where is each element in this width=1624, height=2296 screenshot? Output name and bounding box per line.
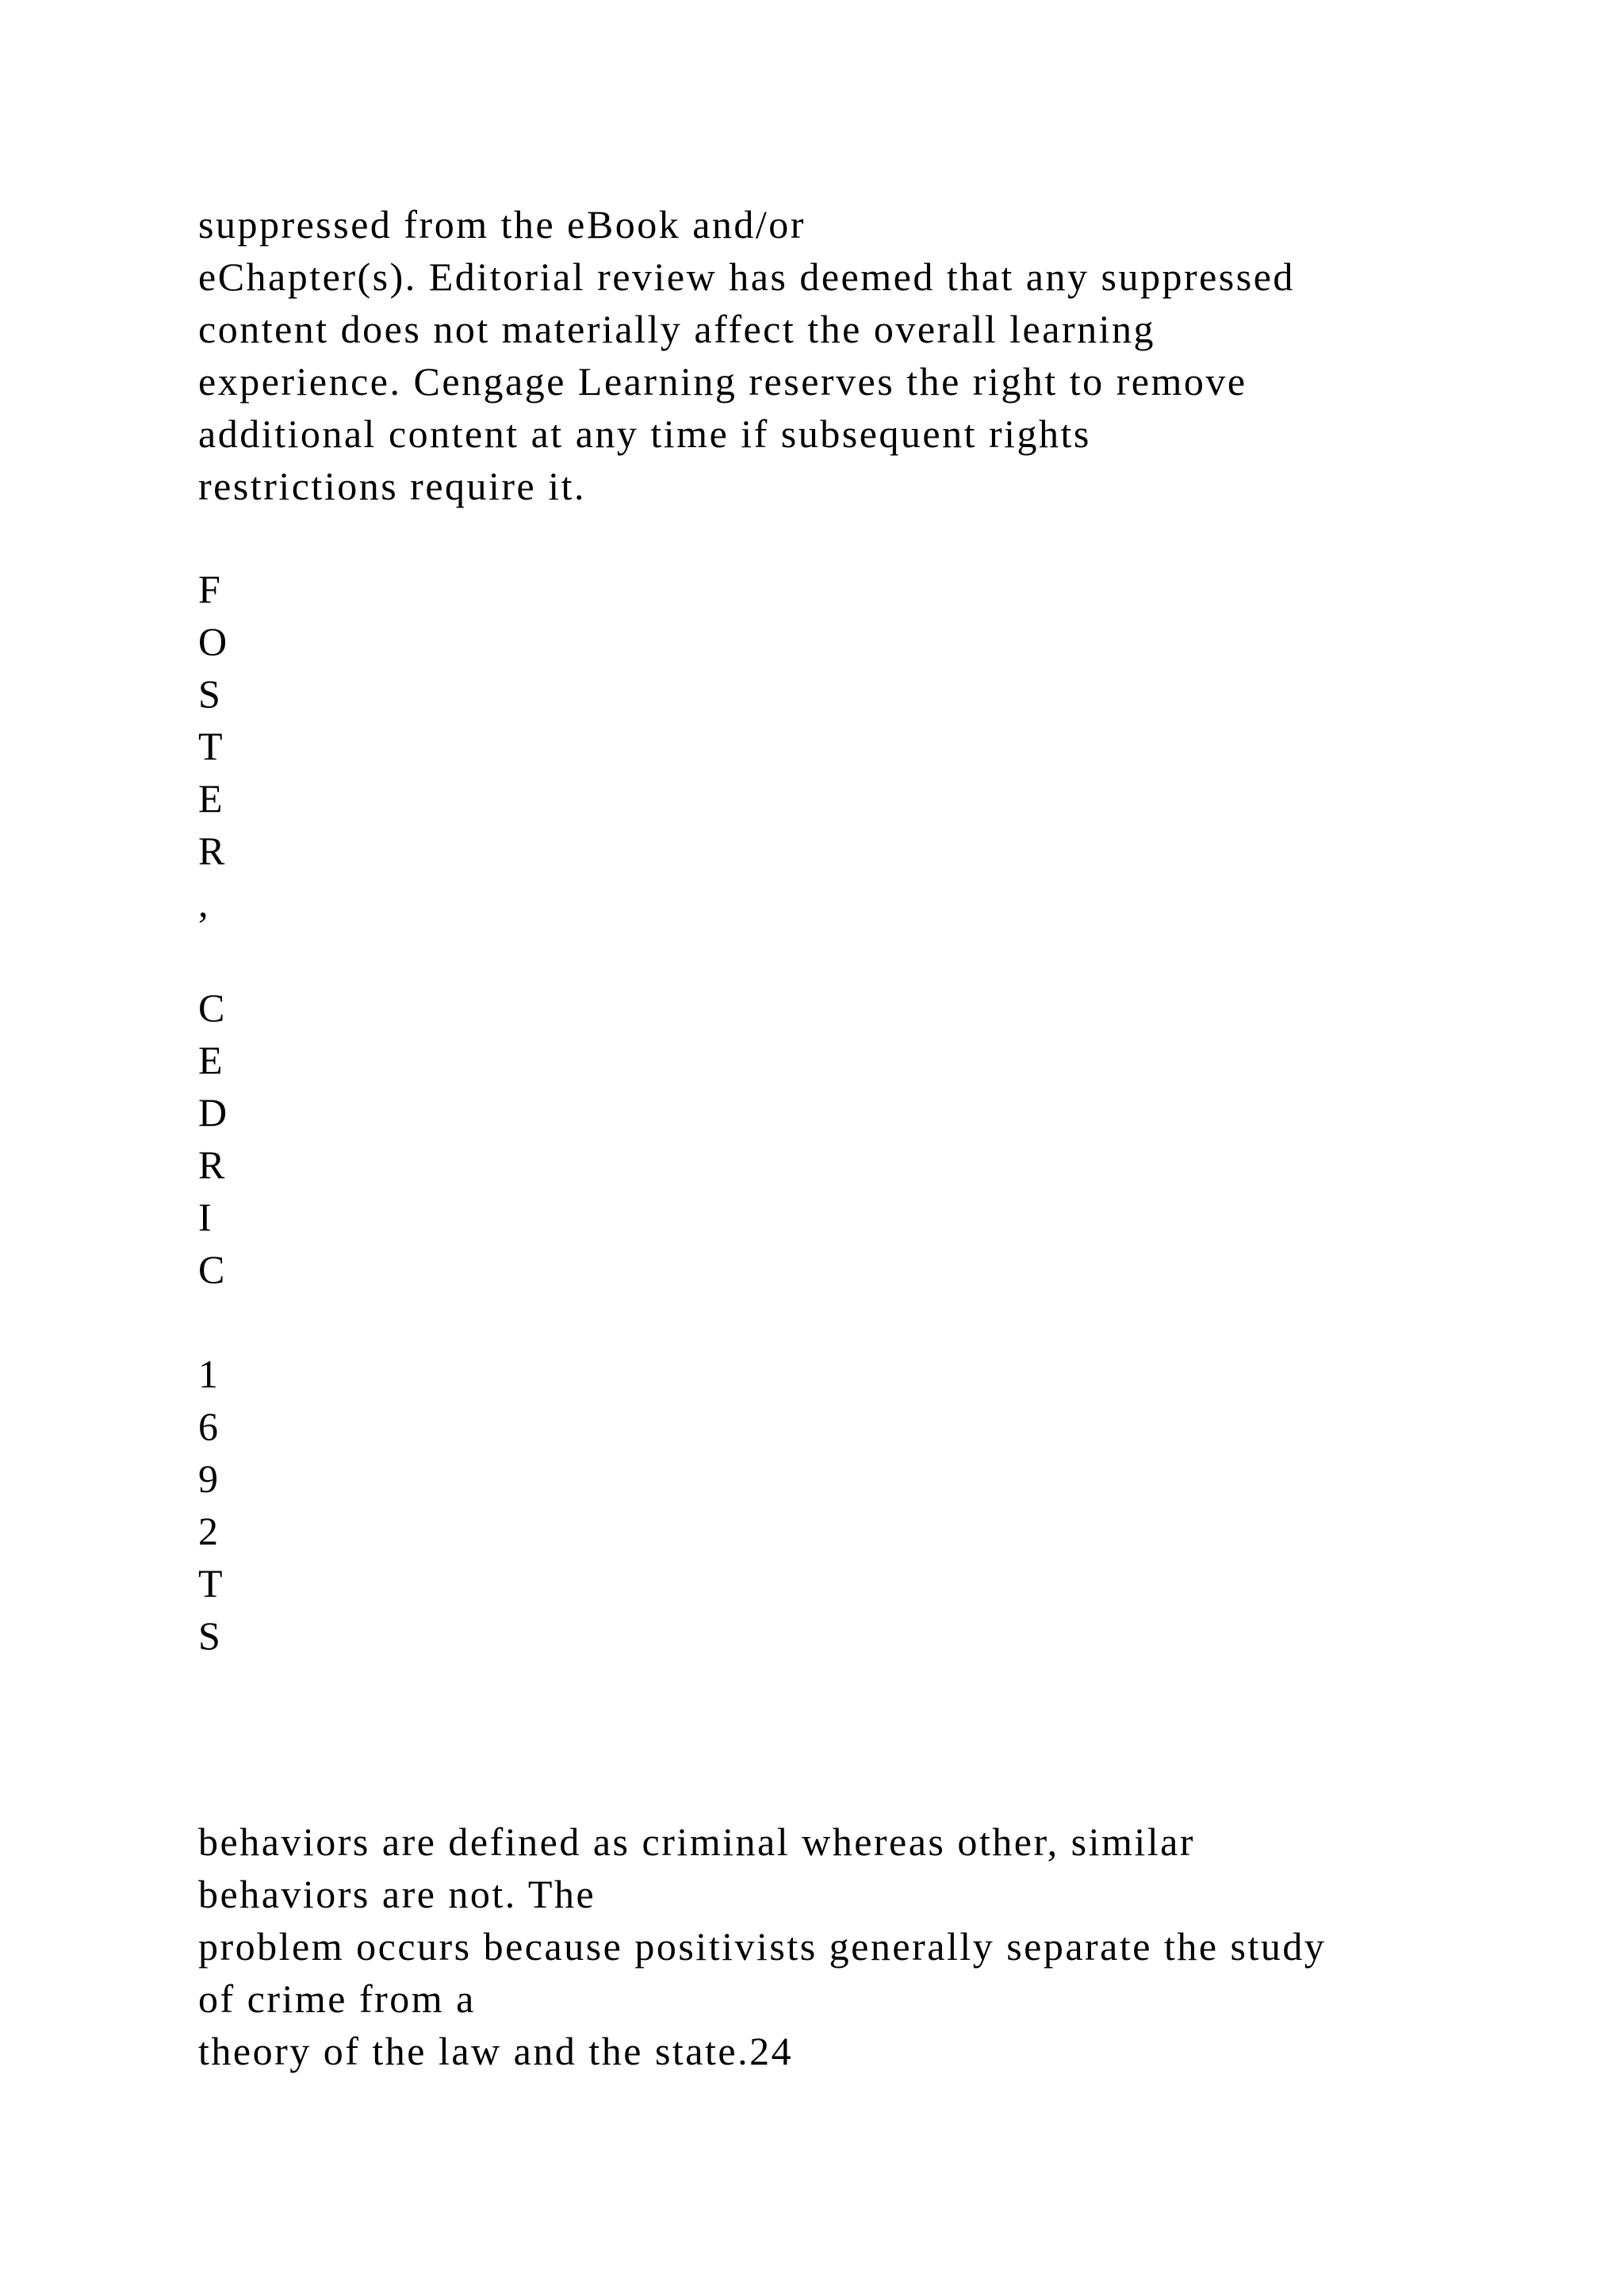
vertical-char: ,	[198, 881, 209, 925]
vertical-char: C	[198, 985, 225, 1030]
vertical-char: D	[198, 1090, 228, 1135]
text-line: content does not materially affect the overall learning	[198, 307, 1155, 351]
text-line: problem occurs because positivists generally separate the study	[198, 1924, 1327, 1969]
vertical-char: T	[198, 724, 223, 768]
vertical-char: 9	[198, 1456, 218, 1501]
vertical-char: S	[198, 672, 220, 716]
vertical-char: 6	[198, 1404, 218, 1448]
vertical-char: E	[198, 1038, 223, 1082]
text-line: behaviors are defined as criminal whereas other, similar	[198, 1820, 1195, 1864]
text-line: eChapter(s). Editorial review has deemed that any suppressed	[198, 254, 1295, 299]
text-line: of crime from a	[198, 1976, 476, 2021]
vertical-char: E	[198, 776, 223, 821]
text-line: additional content at any time if subsequent rights	[198, 411, 1091, 456]
vertical-char: S	[198, 1613, 220, 1658]
text-line: restrictions require it.	[198, 464, 587, 508]
vertical-watermark-text	[198, 563, 227, 1662]
bottom-paragraph	[198, 1816, 1326, 2077]
text-line: experience. Cengage Learning reserves the right to remove	[198, 359, 1247, 404]
vertical-char: C	[198, 1247, 225, 1292]
vertical-char: R	[198, 1142, 225, 1187]
vertical-gap	[198, 929, 227, 982]
vertical-gap	[198, 1295, 227, 1348]
vertical-char: 2	[198, 1509, 218, 1553]
text-line: suppressed from the eBook and/or	[198, 202, 806, 247]
vertical-char: T	[198, 1561, 223, 1605]
vertical-char: 1	[198, 1352, 218, 1396]
text-line: behaviors are not. The	[198, 1872, 596, 1916]
vertical-char: F	[198, 567, 220, 611]
vertical-char: R	[198, 828, 225, 873]
vertical-char: I	[198, 1195, 212, 1239]
top-paragraph	[198, 198, 1295, 512]
vertical-char: O	[198, 619, 228, 664]
text-line: theory of the law and the state.24	[198, 2029, 794, 2073]
